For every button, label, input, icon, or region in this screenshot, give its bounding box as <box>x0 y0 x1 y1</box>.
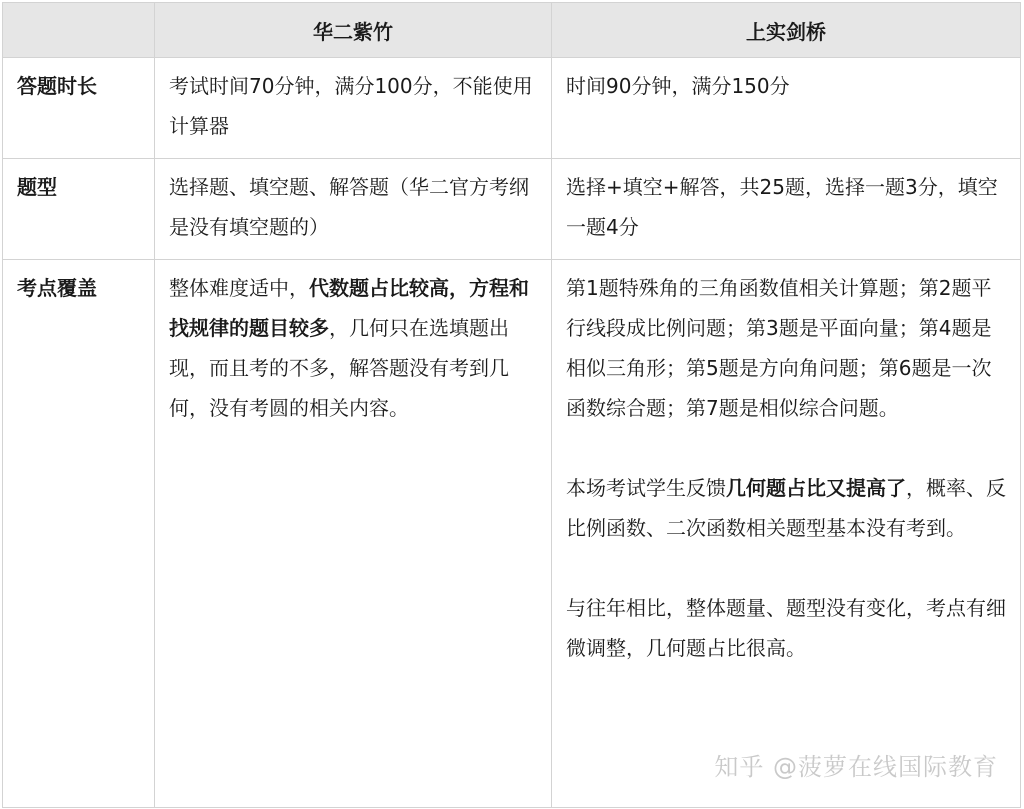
cell-duration-a: 考试时间70分钟，满分100分，不能使用计算器 <box>155 58 552 159</box>
header-school-b: 上实剑桥 <box>552 3 1021 58</box>
cell-coverage-b <box>552 260 1021 808</box>
coverage-a-detail: ，几何只在选填题出现，而且考的不多，解答题没有考到几何，没有考圆的相关内容。 <box>169 316 509 420</box>
coverage-b-feedback <box>566 468 1006 548</box>
cell-question-types-a: 选择题、填空题、解答题（华二官方考纲是没有填空题的） <box>155 159 552 260</box>
cell-question-types-b: 选择+填空+解答，共25题，选择一题3分，填空一题4分 <box>552 159 1021 260</box>
row-label-duration: 答题时长 <box>3 58 155 159</box>
header-blank-cell <box>3 3 155 58</box>
row-label-coverage: 考点覆盖 <box>3 260 155 808</box>
table-row-duration <box>3 58 1021 159</box>
coverage-a-intro: 整体难度适中， <box>169 276 309 300</box>
cell-coverage-a <box>155 260 552 808</box>
cell-duration-b: 时间90分钟，满分150分 <box>552 58 1021 159</box>
coverage-b-feedback-intro: 本场考试学生反馈 <box>566 476 726 500</box>
coverage-b-comparison: 与往年相比，整体题量、题型没有变化，考点有细微调整，几何题占比很高。 <box>566 596 1006 660</box>
row-label-question-types: 题型 <box>3 159 155 260</box>
coverage-b-feedback-detail: ，概率、反比例函数、二次函数相关题型基本没有考到。 <box>566 476 1006 540</box>
table-row-coverage <box>3 260 1021 808</box>
coverage-b-question-list: 第1题特殊角的三角函数值相关计算题；第2题平行线段成比例问题；第3题是平面向量；第4题是相似三角形；第5题是方向角问题；第6题是一次函数综合题；第7题是相似综合问题。 <box>566 276 992 420</box>
coverage-a-highlight: 代数题占比较高，方程和找规律的题目较多 <box>169 276 529 340</box>
header-row <box>3 3 1021 58</box>
header-school-a: 华二紫竹 <box>155 3 552 58</box>
comparison-table <box>2 2 1021 808</box>
watermark-text: 知乎 @菠萝在线国际教育 <box>714 753 998 781</box>
coverage-b-feedback-highlight: 几何题占比又提高了 <box>726 476 906 500</box>
table-row-question-types <box>3 159 1021 260</box>
